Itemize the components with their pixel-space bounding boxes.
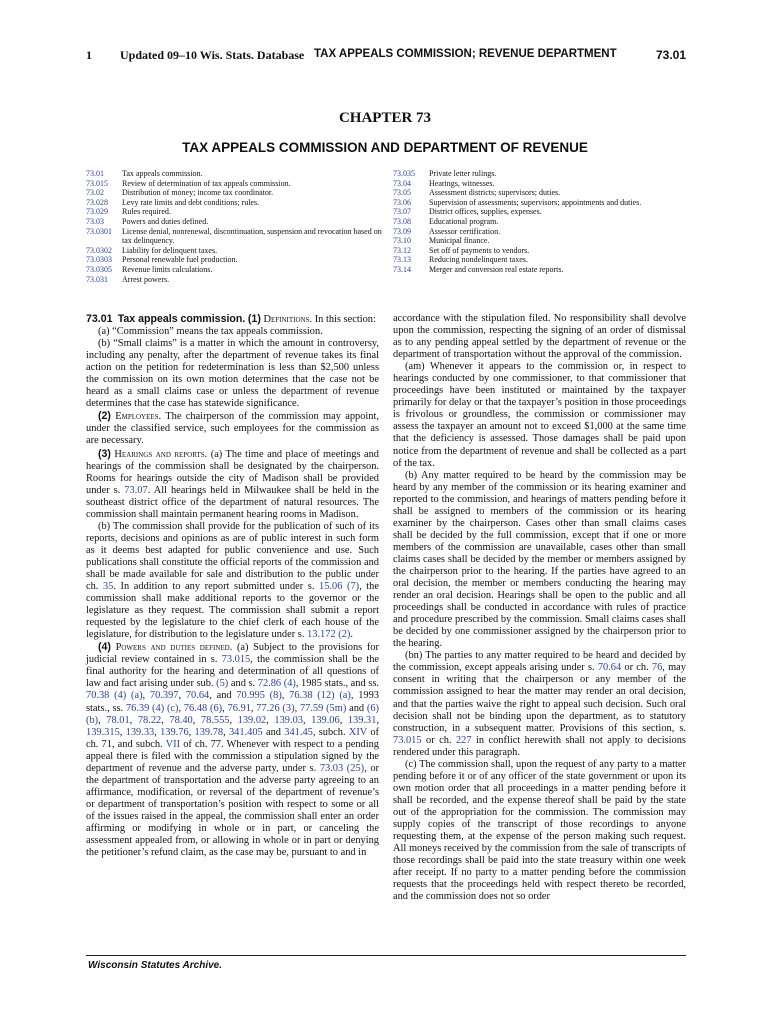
statute-link[interactable]: 139.02 [237, 714, 267, 726]
statute-link[interactable]: 78.40 [169, 714, 193, 726]
statute-link[interactable]: 78.555 [200, 714, 230, 726]
paragraph: (b) Any matter required to be heard by the commission may be heard by any member of the commission or its hearing examiner and reported to the commission, and hearings of matters pending before it shall be assigned to members of the commission or its hearing examiner by the chairperson. Cases other than small claims cases shall be decided by the full commission, except that if one or more members of the commission are unavailable, cases other than small claims cases shall be decided by the member or members assigned by the chairperson prior to the hearing. If the parties have agreed to an oral decision, the member or members conducting the hearing may render an oral decision. Hearings shall be open to the public and all proceedings shall be conducted in accordance with rules of practice and procedure prescribed by the commission. Small claims cases shall be decided by one commissioner assigned by the chairperson prior to the hearing. [393, 469, 686, 650]
toc-entry[interactable] [393, 255, 693, 265]
paragraph [393, 650, 686, 758]
paragraph [86, 521, 379, 641]
toc-entry-number[interactable]: 73.0305 [86, 264, 112, 274]
statute-link[interactable]: VII [165, 738, 181, 750]
toc-entry[interactable] [86, 188, 382, 198]
toc-entry[interactable] [86, 207, 382, 217]
statute-link[interactable]: 139.78 [194, 726, 224, 738]
paragraph-text: , 1993 stats., ss. [86, 690, 380, 714]
toc-entry-title: License denial, nonrenewal, discontinuation, suspension and revocation based on tax delinquency. [122, 226, 382, 246]
running-title: TAX APPEALS COMMISSION; REVENUE DEPARTMENT [314, 48, 617, 60]
paragraph-text: or ch. [624, 662, 649, 674]
paragraph-text: of ch. 71, and subch. [86, 726, 380, 750]
subsection-3 [86, 448, 379, 521]
paragraph-text: in conflict herewith shall not apply to decisions rendered under this paragraph. [393, 734, 686, 758]
toc-entry-title: Assessor certification. [429, 226, 501, 236]
toc-entry[interactable] [393, 227, 693, 237]
toc-entry-number[interactable]: 73.01 [86, 169, 104, 178]
statute-link[interactable]: 76.91 [227, 702, 251, 714]
toc-entry[interactable] [393, 169, 693, 179]
statute-link[interactable]: 139.315 [86, 726, 120, 738]
toc-entry-number[interactable]: 73.13 [393, 255, 411, 265]
statute-link[interactable]: 76.48 (6) [183, 702, 223, 714]
statute-link[interactable]: 341.405 [228, 726, 263, 738]
subsection-number: (3) [98, 447, 111, 460]
statute-link[interactable]: 13.172 (2) [307, 629, 351, 641]
statute-link[interactable]: 77.59 (5m) [299, 702, 347, 714]
toc-entry-title: Personal renewable fuel production. [122, 255, 238, 265]
toc-entry[interactable] [393, 217, 693, 227]
paragraph-text: , 1985 stats., and ss. [295, 678, 379, 690]
statute-link[interactable]: 77.26 (3) [256, 702, 295, 714]
paragraph-text: (a) Subject to the provisions for judicial review contained in s. [86, 642, 379, 666]
toc-entry[interactable] [86, 265, 382, 275]
section-number: 73.01 [86, 313, 113, 325]
statute-link[interactable]: 78.22 [137, 714, 162, 726]
toc-entry-number[interactable]: 73.10 [393, 236, 411, 246]
paragraph-text: (bn) The parties to any matter required to be heard and decided by the commission, except appeals arising under s. [393, 650, 686, 674]
footer-divider [86, 955, 686, 956]
toc-entry[interactable] [393, 188, 693, 198]
subsection-heading: Hearings and reports. [114, 448, 208, 460]
paragraph-text: (b) The commission shall provide for the publication of such of its reports, decisions and opinions as are of public interest in such form as it deems best adapted for public convenience and use. Such publications shall constitute the official reports of the commission and shall be made available for sale and distribution to the public under ch. [86, 520, 379, 593]
statute-link[interactable]: 73.015 [393, 734, 422, 746]
paragraph: (b) “Small claims” is a matter in which the amount in controversy, including any penalty, after the department of revenue takes its final action on the petition for redetermination is less than $2,500 unless the commission on its own motion determines that the case not be heard as a small claims case or unless the department of revenue determines that the case has statewide significance. [86, 338, 379, 410]
toc-entry[interactable] [393, 198, 693, 208]
subsection-number: (2) [98, 410, 111, 423]
paragraph-text: and s. [230, 678, 256, 690]
statute-link[interactable]: 73.03 (25) [319, 762, 365, 774]
toc-entry-title: Educational program. [429, 216, 499, 226]
paragraph-text: , the commission shall make additional reports to the governor or the legislature as they request. The commission shall submit a report requested by the legislature to the chief clerk of each house of the legislature, for distribution to the legislature under s. [86, 581, 379, 641]
paragraph: (c) The commission shall, upon the request of any party to a matter pending before it or of any officer of the state government or upon its own motion order that all proceedings in a matter pending before it shall be recorded, and the expense thereof shall be paid by the state out of the appropriation for the commission. The commission may supply copies of the transcript of those recordings to anyone requesting them, at the expense of the person making such request. All moneys received by the commission from the sale of transcripts of those recordings shall be paid into the state treasury within one week after receipt. If no party to a matter pending before the commission requests that the proceedings held with respect thereto be recorded, and the commission does not so order [393, 758, 686, 903]
toc-entry-title: Assessment districts; supervisors; duties. [429, 188, 561, 198]
toc-entry-title: Liability for delinquent taxes. [122, 245, 218, 255]
chapter-number: CHAPTER 73 [338, 110, 432, 126]
toc-entry-number[interactable]: 73.035 [393, 169, 415, 178]
toc-entry-number[interactable]: 73.14 [393, 264, 411, 274]
toc-entry-title: District offices, supplies, expenses. [429, 207, 542, 217]
toc-entry[interactable] [393, 207, 693, 217]
statute-link[interactable]: 73.07 [124, 484, 148, 496]
statute-link[interactable]: 70.38 (4) (a) [86, 690, 143, 702]
statute-link[interactable]: 139.33 [125, 726, 155, 738]
subsection-number: (1) [247, 313, 261, 325]
statute-link[interactable]: 76.38 (12) (a) [289, 690, 351, 702]
toc-entry-number[interactable]: 73.05 [393, 188, 411, 198]
statute-link[interactable]: 139.06 [311, 714, 340, 726]
chapter-title: TAX APPEALS COMMISSION AND DEPARTMENT OF REVENUE [182, 140, 588, 155]
toc-entry-title: Set off of payments to vendors. [429, 245, 530, 255]
intro-text: In this section: [314, 314, 376, 325]
paragraph-text: . [350, 629, 353, 641]
paragraph-text: and [349, 702, 365, 714]
toc-entry[interactable] [393, 179, 693, 189]
paragraph: (am) Whenever it appears to the commission or, in respect to hearings conducted by one commissioner, to that commissioner that proceedings have been instituted or maintained by the taxpayer primarily for delay or that the taxpayer’s position in those proceedings is frivolous or groundless, the commission or commissioner may assess the taxpayer an amount not to exceed $1,000 at the same time that the deficiency is assessed. Those damages shall be paid upon notice from the department of revenue and shall be collected as a part of the tax. [393, 361, 686, 469]
statute-link[interactable]: 73.015 [221, 654, 251, 666]
statute-link[interactable]: (6) (b) [86, 702, 379, 726]
toc-entry[interactable] [393, 246, 693, 256]
toc-entry-number[interactable]: 73.028 [86, 197, 108, 207]
toc-entry-number[interactable]: 73.0303 [86, 255, 112, 265]
statute-link[interactable]: 70.64 [597, 662, 622, 674]
toc-entry-number[interactable]: 73.04 [393, 178, 411, 188]
section-title: Tax appeals commission. [117, 313, 246, 325]
paragraph: accordance with the stipulation filed. No responsibility shall devolve upon the commission, respecting the signing of an order of dismissal as to any pending appeal settled by the department of revenue or the department of transportation without the approval of the commission. [393, 313, 686, 361]
statute-link[interactable]: 139.76 [160, 726, 189, 738]
subsection-2 [86, 410, 379, 447]
subsection-4: (4) Powers and duties defined. (a) Subject to the provisions for judicial review contained in s. 73.015, the commission shall be the final authority for the hearing and determination of all questions of law and fact arising under sub. (5) and s. 72.86 (4), 1985 stats., and ss. 70.38 (4) (a), 70.397, 70.64, and 70.995 (8), 76.38 (12) (a), 1993 stats., ss. 76.39 (4) (c), 76.48 (6), 76.91, 77.26 (3), 77.59 (5m) and (6) (b), 78.01, 78.22, 78.40, 78.555, 139.02, 139.03, 139.06, 139.31, 139.315, 139.33, 139.76, 139.78, 341.405 and 341.45, subch. XIV of ch. 71, and subch. VII of ch. 77. Whenever with respect to a pending appeal there is filed with the commission a stipulation signed by the department of revenue and the adverse party, under s. 73.03 (25), or the department of transportation and the adverse party agreeing to an affirmance, modification, or reversal of the department of revenue’s or department of transportation’s position with respect to some or all of the issues raised in the appeal, the commission shall enter an order affirming or modifying in whole or in part, or canceling the assessment appealed from, or allowing in whole or in part or denying the petitioner’s refund claim, as the case may be, pursuant to and in [86, 641, 380, 859]
statute-link[interactable]: 76.39 (4) (c) [125, 702, 179, 714]
toc-left-column [86, 169, 382, 284]
paragraph-text: and [266, 726, 282, 738]
statute-link[interactable]: 70.397 [149, 690, 179, 702]
paragraph-text: The chairperson of the commission may appoint, under the classified service, such employees for the commission as are necessary. [86, 411, 379, 447]
toc-entry[interactable] [86, 217, 382, 227]
text-column-left [86, 313, 379, 859]
toc-entry-number[interactable]: 73.02 [86, 188, 104, 198]
paragraph-text: (a) The time and place of meetings and hearings of the commission shall be designated by the chairperson. Rooms for hearings outside the city of Madison shall be provided under s. [86, 448, 380, 496]
paragraph-text: of ch. 77. Whenever with respect to a pending appeal there is filed with the commission a stipulation signed by the department of revenue and the adverse party, under s. [86, 738, 379, 774]
statute-link[interactable]: (5) [216, 678, 229, 690]
statute-link[interactable]: 70.995 (8) [236, 690, 282, 702]
toc-entry-title: Tax appeals commission. [122, 169, 203, 178]
statute-link[interactable]: 139.03 [274, 714, 303, 726]
subsection-heading: Powers and duties defined. [115, 642, 233, 654]
toc-entry[interactable] [86, 255, 382, 265]
statute-link[interactable]: 76 [651, 662, 663, 674]
statute-link[interactable]: 72.86 (4) [257, 678, 296, 690]
toc-entry[interactable] [393, 236, 693, 246]
statute-link[interactable]: 15.06 (7) [319, 581, 360, 593]
paragraph-text: , the commission shall be the final authority for the hearing and determination of all questions of law and fact arising under sub. [86, 654, 379, 690]
paragraph-text: , may consent in writing that the chairperson or any member of the commission assigned to hear the matter may render an oral decision, and that the parties waive the right to appeal such decision. Such oral decision shall not be binding upon the department, as to statutory construction, in a subsequent matter. Provisions of this section, s. [393, 662, 686, 734]
paragraph: (a) “Commission” means the tax appeals commission. [98, 326, 323, 338]
section-73-01 [86, 313, 379, 326]
toc-entry-number[interactable]: 73.09 [393, 226, 411, 236]
text-column-right [393, 313, 686, 903]
toc-entry-number[interactable]: 73.07 [393, 207, 411, 217]
toc-entry-number[interactable]: 73.0302 [86, 245, 112, 255]
paragraph-text: , or the department of transportation and the adverse party agreeing to an affirmance, modification, or reversal of the department of revenue’s or department of transportation’s position with respect to some or all of the issues raised in the appeal, the commission shall enter an order affirming or modifying in whole or in part, or canceling the assessment appealed from, or allowing in whole or in part or denying the petitioner’s refund claim, as the case may be, pursuant to and in [86, 762, 379, 859]
toc-entry-number[interactable]: 73.029 [86, 207, 108, 217]
running-section: 73.01 [655, 48, 686, 62]
toc-entry[interactable] [86, 275, 382, 285]
toc-entry-number[interactable]: 73.06 [393, 197, 411, 207]
toc-entry-title: Supervision of assessments; supervisors; appointments and duties. [429, 197, 642, 207]
subsection-number: (4) [98, 641, 111, 654]
toc-entry-title: Municipal finance. [429, 236, 490, 246]
toc-entry[interactable] [86, 169, 382, 179]
statute-link[interactable]: 70.64 [185, 690, 210, 702]
toc-right-column [393, 169, 693, 275]
toc-entry-title: Rules required. [122, 207, 171, 217]
paragraph-text: . All hearings held in Milwaukee shall be held in the southeast district office of the department of natural resources. The commission shall maintain permanent hearing rooms in Madison. [86, 484, 379, 520]
paragraph-text: . In addition to any report submitted under s. [113, 581, 315, 593]
footer-text: Wisconsin Statutes Archive. [88, 960, 223, 971]
statute-link[interactable]: 139.31 [347, 714, 377, 726]
toc-entry-number[interactable]: 73.08 [393, 216, 411, 226]
toc-entry-number[interactable]: 73.12 [393, 245, 411, 255]
paragraph-text: and [216, 690, 232, 702]
toc-entry[interactable] [86, 179, 382, 189]
toc-entry-number[interactable]: 73.015 [86, 178, 108, 188]
page-number: 1 [86, 48, 92, 62]
toc-entry-title: Arrest powers. [122, 274, 170, 284]
statute-link[interactable]: 341.45 [284, 726, 313, 738]
toc-entry-title: Merger and conversion real estate reports. [429, 264, 564, 274]
statute-link[interactable]: XIV [348, 726, 368, 738]
running-header [86, 48, 686, 66]
toc-entry-title: Hearings, witnesses. [429, 178, 495, 188]
toc-entry-title: Distribution of money; income tax coordinator. [122, 188, 274, 198]
statute-link[interactable]: 227 [455, 734, 472, 746]
toc-entry-number[interactable]: 73.031 [86, 274, 108, 284]
toc-entry-title: Revenue limits calculations. [122, 264, 213, 274]
toc-entry[interactable] [86, 227, 382, 246]
toc-entry[interactable] [86, 198, 382, 208]
toc-entry-title: Reducing nondelinquent taxes. [429, 255, 528, 265]
toc-entry[interactable] [86, 246, 382, 256]
paragraph-text: or ch. [426, 734, 452, 746]
toc-entry-number[interactable]: 73.03 [86, 216, 104, 226]
paragraph-text: , subch. [312, 726, 346, 738]
toc-entry-title: Powers and duties defined. [122, 216, 209, 226]
toc-entry-number[interactable]: 73.0301 [86, 226, 112, 236]
subsection-heading: Definitions. [263, 314, 313, 325]
update-note: Updated 09–10 Wis. Stats. Database [120, 48, 305, 62]
toc-entry[interactable] [393, 265, 693, 275]
statute-link[interactable]: 35 [102, 581, 114, 593]
toc-entry-title: Private letter rulings. [429, 169, 497, 178]
toc-entry-title: Levy rate limits and debt conditions; rules. [122, 197, 260, 207]
toc-entry-title: Review of determination of tax appeals commission. [122, 178, 291, 188]
subsection-heading: Employees. [115, 411, 162, 423]
statute-link[interactable]: 78.01 [106, 714, 130, 726]
